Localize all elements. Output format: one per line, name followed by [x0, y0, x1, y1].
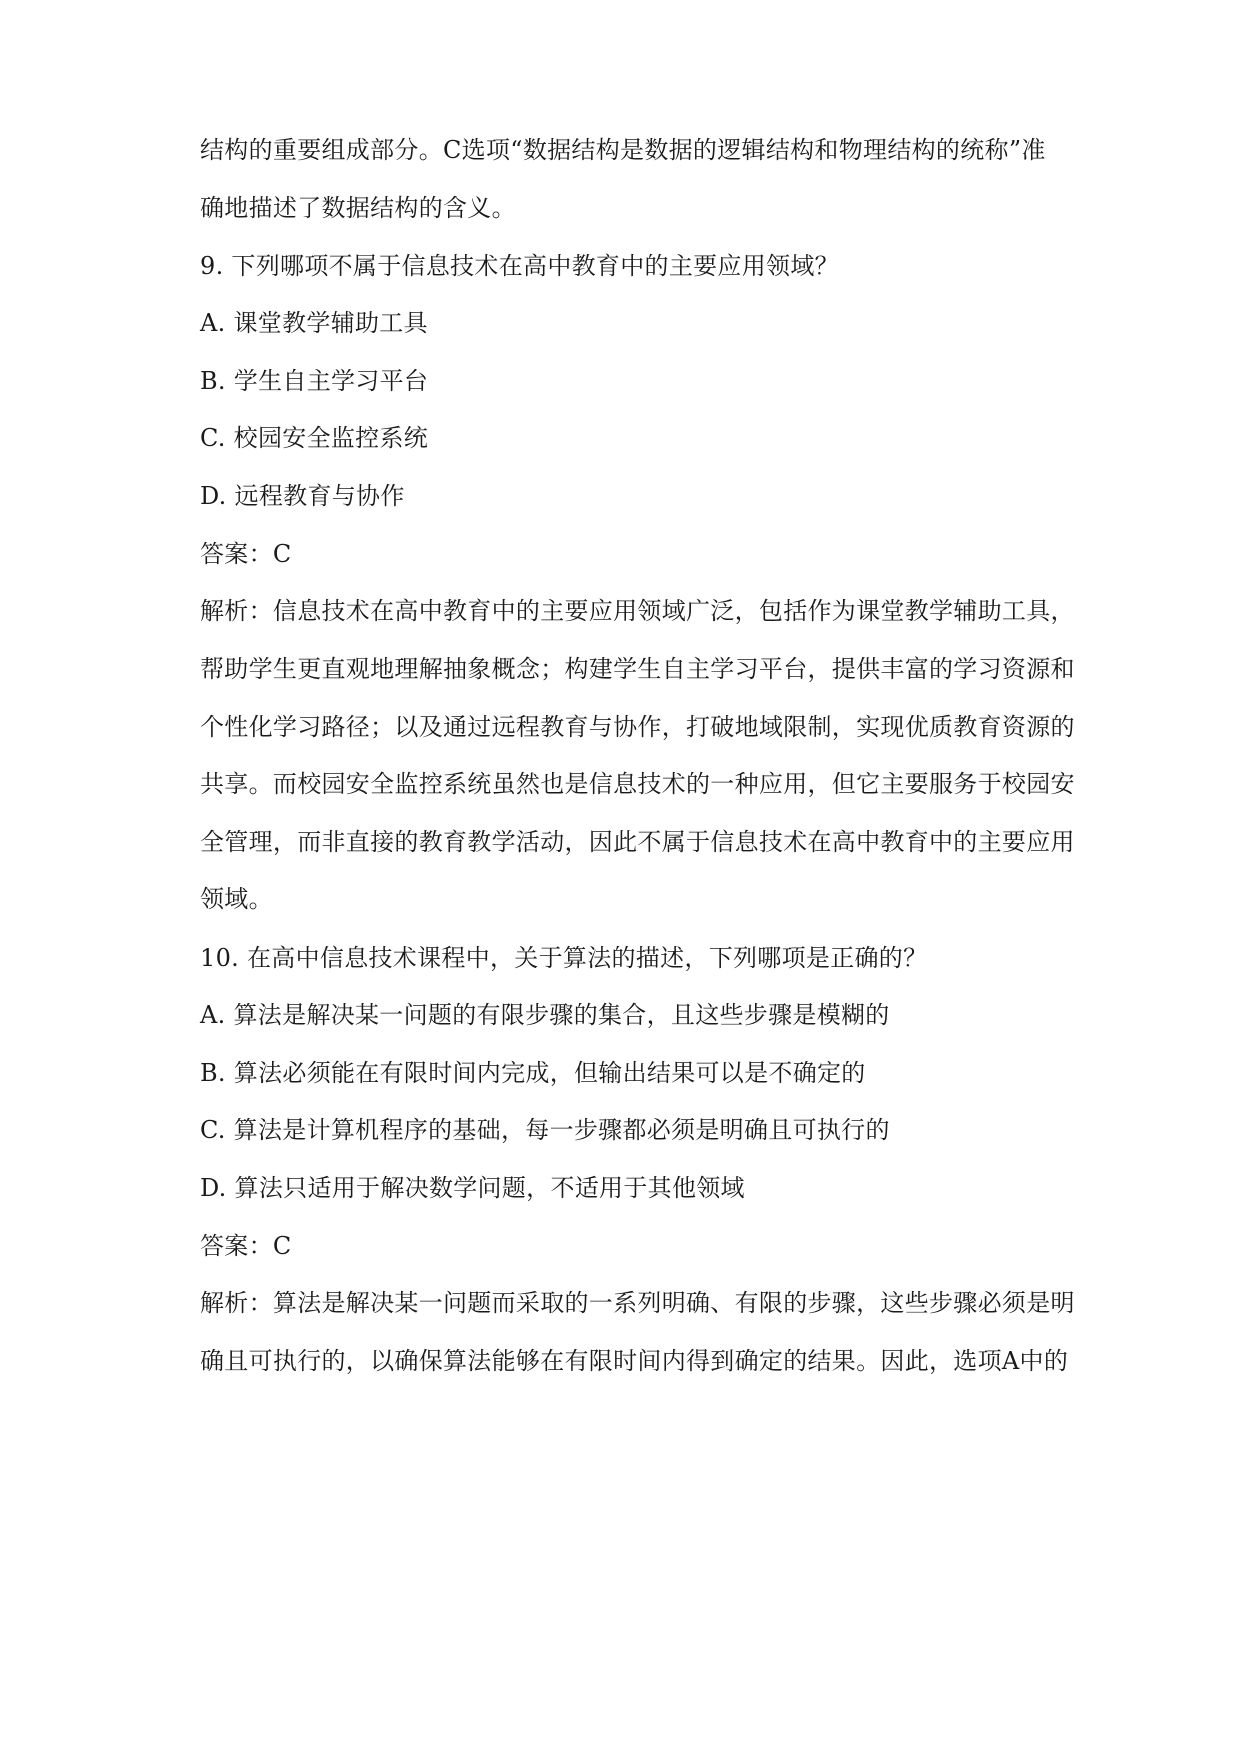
option-b: B. 算法必须能在有限时间内完成，但输出结果可以是不确定的: [200, 1059, 866, 1087]
option-b: B. 学生自主学习平台: [200, 367, 429, 395]
option-d: D. 算法只适用于解决数学问题，不适用于其他领域: [200, 1174, 745, 1202]
answer: 答案：C: [200, 540, 292, 568]
option-d: D. 远程教育与协作: [200, 482, 405, 510]
option-a: A. 课堂教学辅助工具: [200, 309, 428, 337]
answer: 答案：C: [200, 1232, 292, 1260]
explanation-line: 解析：信息技术在高中教育中的主要应用领域广泛，包括作为课堂教学辅助工具，: [200, 597, 1075, 625]
question-10: 10. 在高中信息技术课程中，关于算法的描述，下列哪项是正确的？: [200, 944, 928, 972]
explanation-line: 共享。而校园安全监控系统虽然也是信息技术的一种应用，但它主要服务于校园安: [200, 770, 1075, 798]
text-line: 结构的重要组成部分。C选项“数据结构是数据的逻辑结构和物理结构的统称”准: [200, 136, 1046, 164]
question-9: 9. 下列哪项不属于信息技术在高中教育中的主要应用领域？: [200, 252, 839, 280]
option-c: C. 算法是计算机程序的基础，每一步骤都必须是明确且可执行的: [200, 1116, 890, 1144]
explanation-line: 领域。: [200, 885, 273, 913]
option-c: C. 校园安全监控系统: [200, 424, 429, 452]
option-a: A. 算法是解决某一问题的有限步骤的集合，且这些步骤是模糊的: [200, 1001, 890, 1029]
explanation-line: 个性化学习路径；以及通过远程教育与协作，打破地域限制，实现优质教育资源的: [200, 713, 1075, 741]
explanation-line: 确且可执行的，以确保算法能够在有限时间内得到确定的结果。因此，选项A中的: [200, 1347, 1069, 1375]
explanation-line: 帮助学生更直观地理解抽象概念；构建学生自主学习平台，提供丰富的学习资源和: [200, 655, 1075, 683]
explanation-line: 解析：算法是解决某一问题而采取的一系列明确、有限的步骤，这些步骤必须是明: [200, 1289, 1075, 1317]
explanation-line: 全管理，而非直接的教育教学活动，因此不属于信息技术在高中教育中的主要应用: [200, 828, 1075, 856]
text-line: 确地描述了数据结构的含义。: [200, 194, 516, 222]
